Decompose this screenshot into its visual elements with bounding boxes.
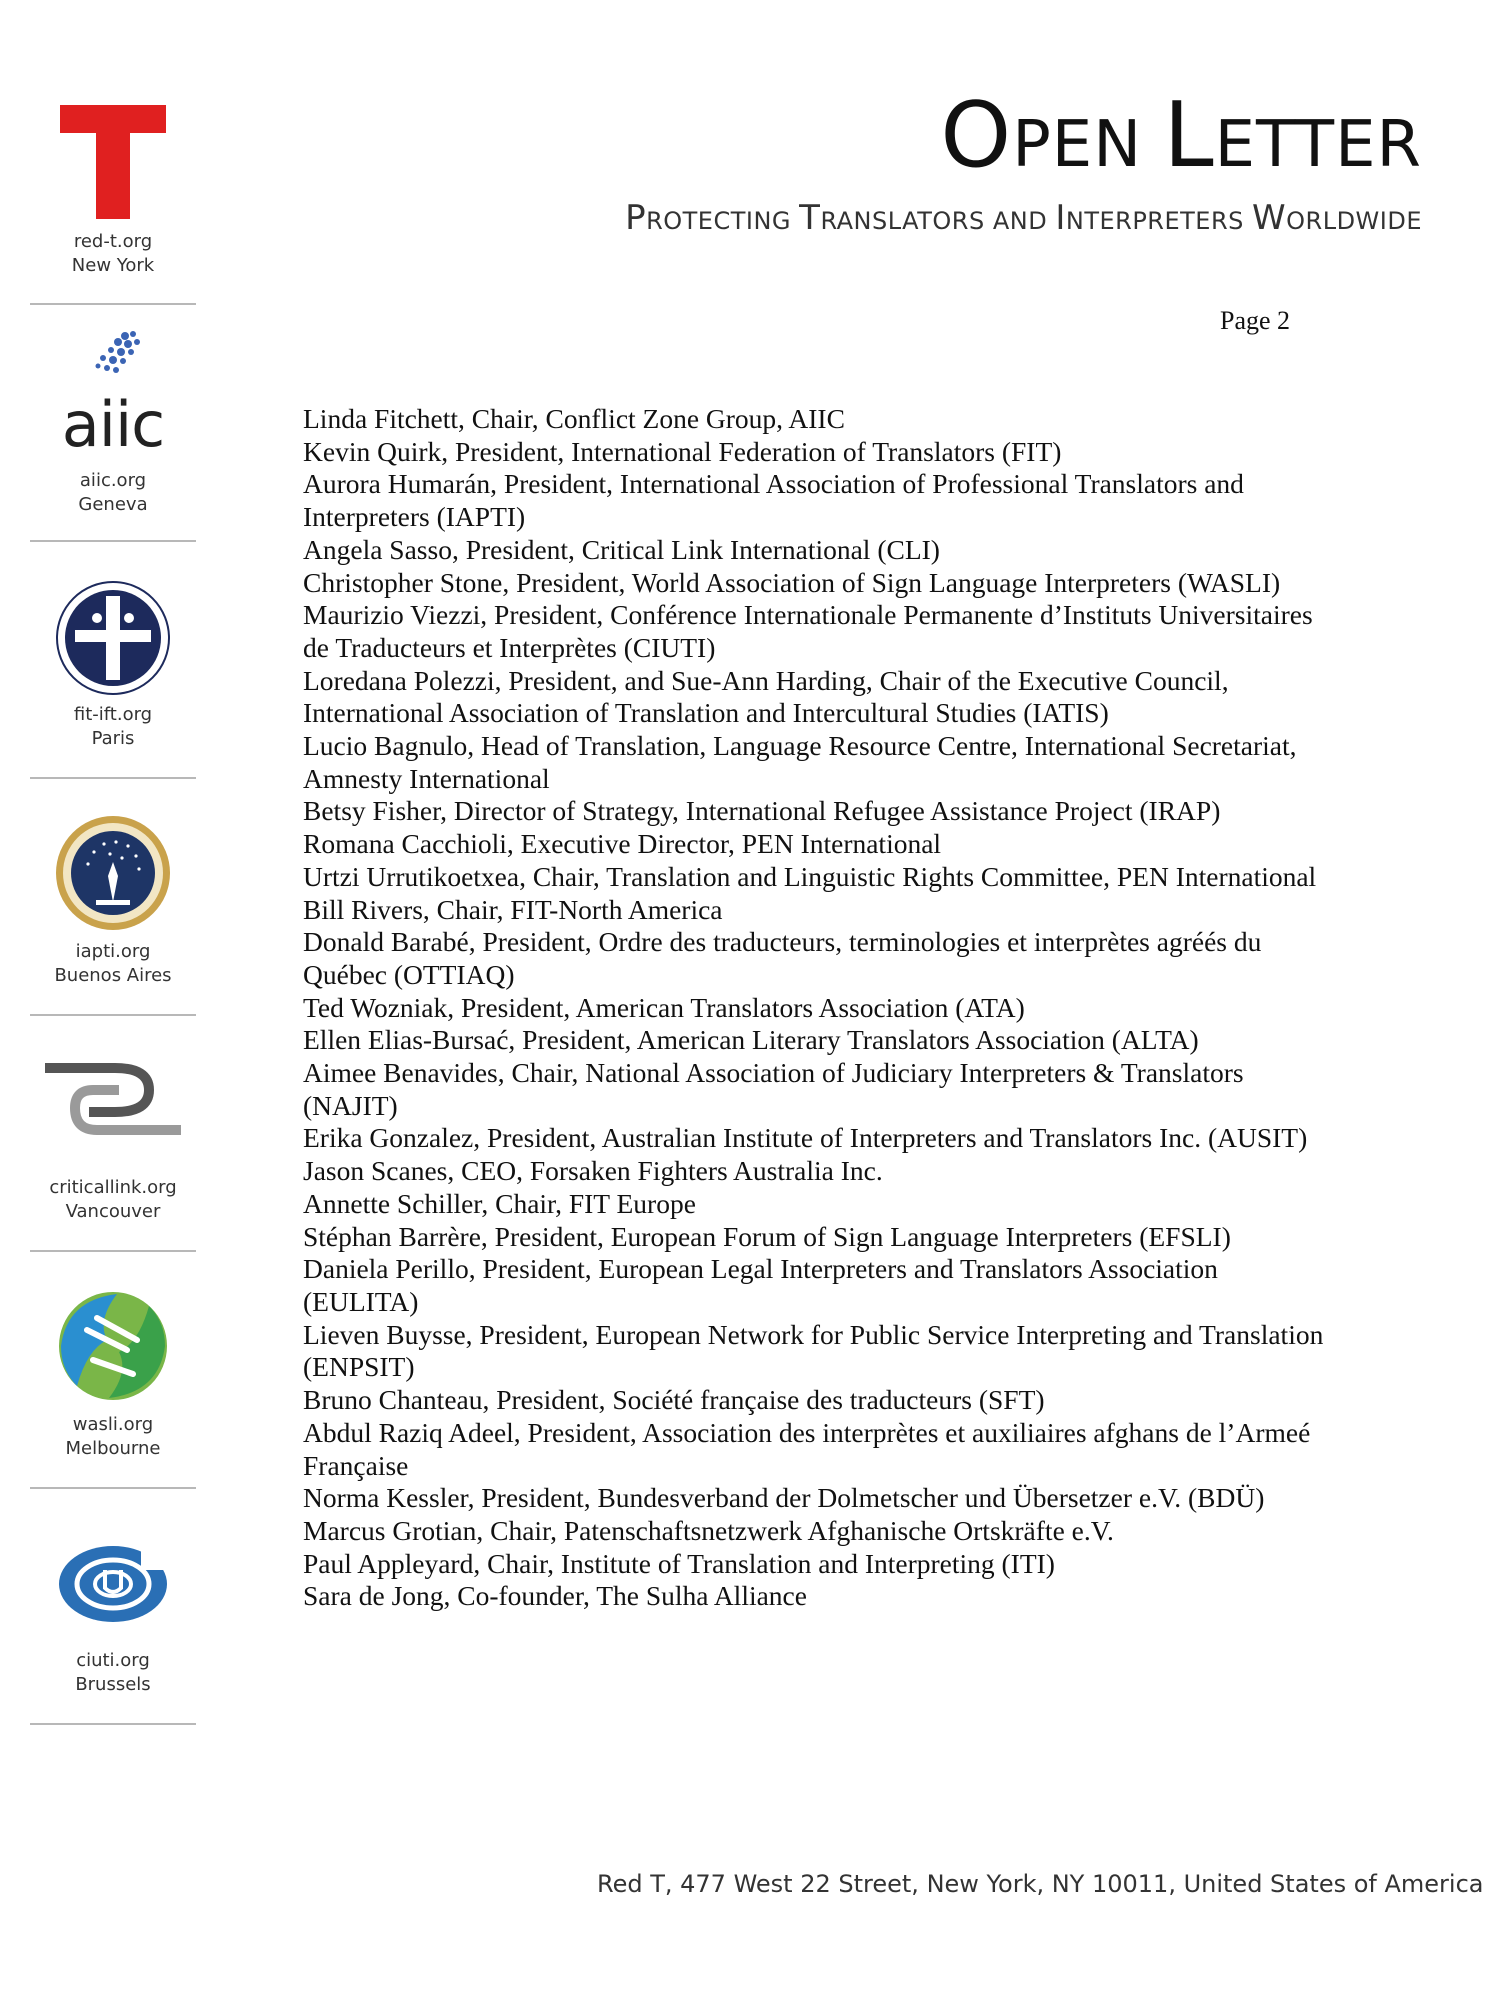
signatory-line: Jason Scanes, CEO, Forsaken Fighters Australia Inc.	[303, 1155, 883, 1187]
signatory-line: Ted Wozniak, President, American Translators Association (ATA)	[303, 991, 1025, 1023]
signatory-line: Annette Schiller, Chair, FIT Europe	[303, 1187, 696, 1219]
signatory-line: (ENPSIT)	[303, 1351, 415, 1383]
signatory-line: International Association of Translation and Intercultural Studies (IATIS)	[303, 697, 1109, 729]
signatory-line: Marcus Grotian, Chair, Patenschaftsnetzwerk Afghanische Ortskräfte e.V.	[303, 1514, 1114, 1546]
org-divider	[30, 1014, 196, 1016]
fit-logo-icon	[30, 580, 196, 696]
org-site-wasli[interactable]: wasli.org	[72, 1414, 154, 1435]
letter-header	[625, 83, 1422, 238]
org-divider	[30, 1487, 196, 1489]
signatory-line: Christopher Stone, President, World Association of Sign Language Interpreters (WASLI)	[303, 566, 1281, 598]
signatory-line: Sara de Jong, Co-founder, The Sulha Alliance	[303, 1580, 807, 1612]
signatory-line: Lieven Buysse, President, European Network for Public Service Interpreting and Translation	[303, 1318, 1324, 1350]
signatory-line: Ellen Elias-Bursać, President, American Literary Translators Association (ALTA)	[303, 1024, 1199, 1056]
ciuti-logo-icon	[30, 1540, 196, 1624]
org-divider	[30, 303, 196, 305]
red-t-logo-icon	[30, 105, 196, 219]
signatory-line: Maurizio Viezzi, President, Conférence Internationale Permanente d’Instituts Universitaires	[303, 599, 1313, 631]
signatory-line: Kevin Quirk, President, International Federation of Translators (FIT)	[303, 435, 1062, 467]
org-divider	[30, 777, 196, 779]
letter-subtitle: PROTECTING TRANSLATORS AND INTERPRETERS WORLDWIDE	[625, 198, 1422, 238]
page-number: Page 2	[1220, 306, 1291, 335]
signatory-line: Aurora Humarán, President, International Association of Professional Translators and	[303, 468, 1244, 500]
wasli-hands-logo-icon	[30, 1290, 196, 1402]
signatory-line: Française	[303, 1449, 409, 1481]
org-site-aiic[interactable]: aiic.org	[79, 470, 147, 491]
org-site-criticallink[interactable]: criticallink.org	[49, 1177, 177, 1198]
org-city-ciuti: Brussels	[75, 1674, 151, 1695]
signatory-line: Romana Cacchioli, Executive Director, PEN International	[303, 828, 942, 860]
org-city-fit: Paris	[91, 728, 135, 749]
org-site-iapti[interactable]: iapti.org	[75, 941, 151, 962]
signatory-line: Aimee Benavides, Chair, National Association of Judiciary Interpreters & Translators	[303, 1057, 1244, 1089]
signatory-line: Betsy Fisher, Director of Strategy, International Refugee Assistance Project (IRAP)	[303, 795, 1221, 827]
aiic-logo-text: aiic	[61, 388, 165, 461]
org-site-ciuti[interactable]: ciuti.org	[76, 1650, 150, 1671]
signatory-line: de Traducteurs et Interprètes (CIUTI)	[303, 631, 716, 663]
signatory-line: Lucio Bagnulo, Head of Translation, Language Resource Centre, International Secretariat,	[303, 730, 1297, 762]
letter-title: OPEN LETTER	[940, 83, 1422, 188]
org-divider	[30, 1250, 196, 1252]
signatory-line: (EULITA)	[303, 1285, 419, 1317]
org-city-criticallink: Vancouver	[65, 1201, 161, 1222]
signatory-line: Angela Sasso, President, Critical Link International (CLI)	[303, 533, 940, 565]
signatory-line: Erika Gonzalez, President, Australian Institute of Interpreters and Translators Inc. (AUSIT)	[303, 1122, 1308, 1154]
signatory-line: Linda Fitchett, Chair, Conflict Zone Group, AIIC	[303, 403, 845, 434]
org-city-aiic: Geneva	[78, 494, 148, 515]
signatory-line: Amnesty International	[303, 762, 550, 794]
org-site-fit[interactable]: fit-ift.org	[73, 704, 153, 725]
signatory-line: Bill Rivers, Chair, FIT-North America	[303, 893, 723, 925]
org-site-red-t[interactable]: red-t.org	[73, 231, 153, 252]
signatory-line: Bruno Chanteau, President, Société française des traducteurs (SFT)	[303, 1384, 1045, 1416]
critical-link-logo-icon	[30, 1060, 196, 1140]
signatory-line: Interpreters (IAPTI)	[303, 501, 526, 533]
signatory-line: Norma Kessler, President, Bundesverband der Dolmetscher und Übersetzer e.V. (BDÜ)	[303, 1482, 1265, 1514]
signatory-line: Urtzi Urrutikoetxea, Chair, Translation and Linguistic Rights Committee, PEN International	[303, 860, 1317, 892]
signatory-line: Paul Appleyard, Chair, Institute of Translation and Interpreting (ITI)	[303, 1547, 1055, 1579]
org-city-iapti: Buenos Aires	[54, 965, 172, 986]
signatory-line: Daniela Perillo, President, European Legal Interpreters and Translators Association	[303, 1253, 1218, 1285]
signatory-line: Stéphan Barrère, President, European Forum of Sign Language Interpreters (EFSLI)	[303, 1220, 1231, 1252]
signatory-line: Abdul Raziq Adeel, President, Association des interprètes et auxiliaires afghans de l’Armeé	[303, 1416, 1311, 1448]
org-divider	[30, 540, 196, 542]
org-city-wasli: Melbourne	[65, 1438, 161, 1459]
signatory-line: Québec (OTTIAQ)	[303, 958, 515, 990]
signatory-line: Loredana Polezzi, President, and Sue-Ann Harding, Chair of the Executive Council,	[303, 664, 1229, 696]
signatory-line: (NAJIT)	[303, 1089, 398, 1121]
iapti-seal-icon	[30, 814, 196, 932]
org-divider	[30, 1723, 196, 1725]
signatory-line: Donald Barabé, President, Ordre des traducteurs, terminologies et interprètes agréés du	[303, 926, 1262, 958]
org-city-red-t: New York	[71, 255, 155, 276]
footer-address: Red T, 477 West 22 Street, New York, NY 10011, United States of America	[597, 1870, 1484, 1898]
signatory-list	[303, 403, 1413, 1613]
